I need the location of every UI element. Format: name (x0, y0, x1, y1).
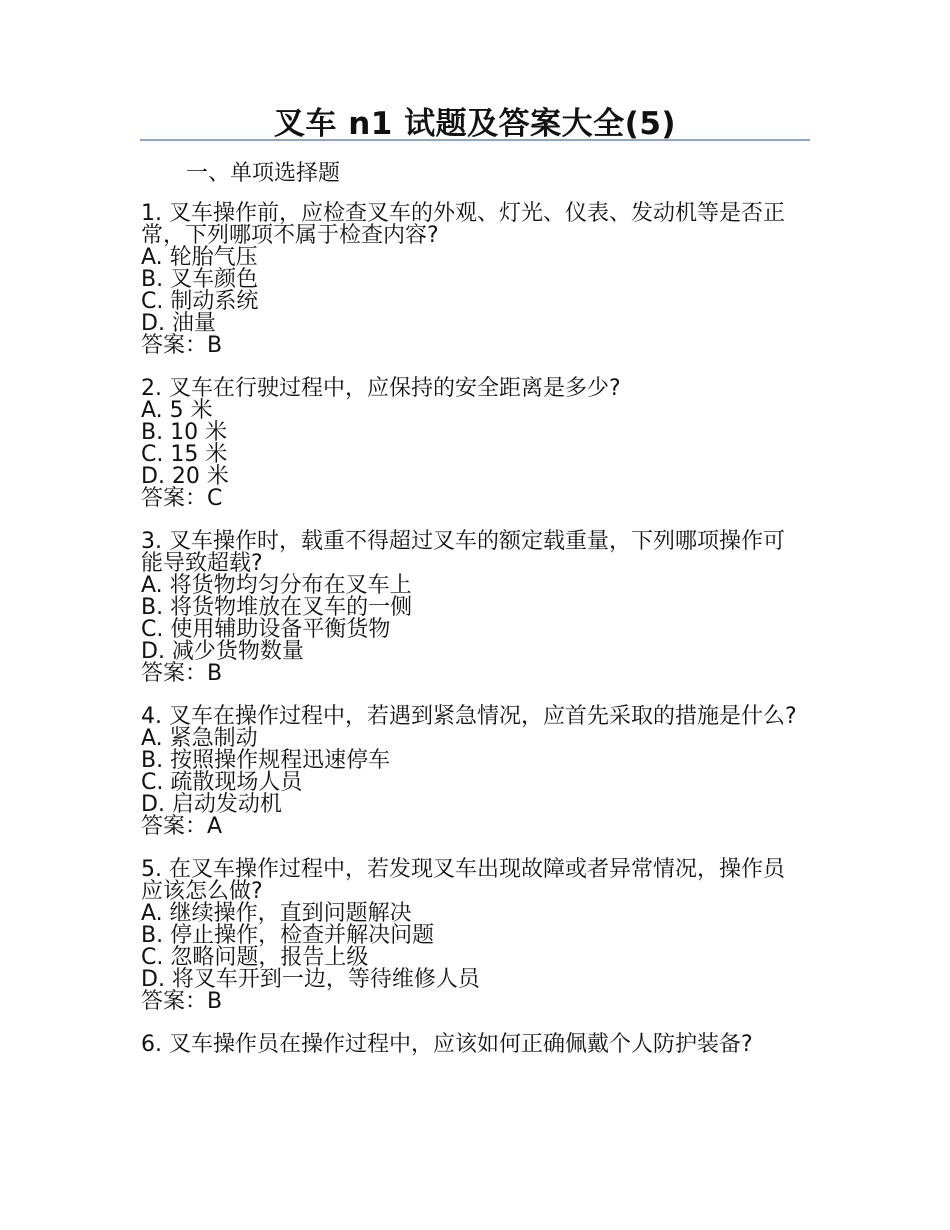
option: D. 启动发动机 (141, 792, 282, 817)
option: C. 制动系统 (141, 289, 259, 314)
option: A. 将货物均匀分布在叉车上 (141, 573, 412, 598)
option: A. 5 米 (141, 398, 213, 423)
page-title: 叉车 n1 试题及答案大全(5) (273, 106, 677, 142)
question-item (141, 706, 801, 838)
option: D. 20 米 (141, 464, 229, 489)
question-item (141, 531, 801, 685)
section-heading: 一、单项选择题 (186, 161, 341, 186)
option: A. 紧急制动 (141, 726, 258, 751)
question-text: 5. 在叉车操作过程中，若发现叉车出现故障或者异常情况，操作员应该怎么做? (141, 857, 785, 904)
answer: 答案：C (141, 486, 223, 511)
option: B. 按照操作规程迅速停车 (141, 748, 391, 773)
question-item (141, 378, 801, 510)
question-text: 4. 叉车在操作过程中，若遇到紧急情况，应首先采取的措施是什么? (141, 704, 797, 729)
option: B. 叉车颜色 (141, 267, 259, 292)
option: D. 油量 (141, 311, 216, 336)
answer: 答案：B (141, 333, 223, 358)
option: C. 使用辅助设备平衡货物 (141, 617, 391, 642)
question-item (141, 859, 801, 1013)
answer: 答案：B (141, 661, 223, 686)
question-item (141, 1034, 801, 1056)
question-list (141, 203, 801, 1077)
question-text: 6. 叉车操作员在操作过程中，应该如何正确佩戴个人防护装备? (141, 1032, 753, 1057)
question-text: 3. 叉车操作时，载重不得超过叉车的额定载重量，下列哪项操作可能导致超载? (141, 529, 785, 576)
option: C. 15 米 (141, 442, 228, 467)
option: D. 减少货物数量 (141, 639, 304, 664)
option: A. 继续操作，直到问题解决 (141, 901, 412, 926)
title-underline (140, 139, 810, 141)
option: C. 忽略问题，报告上级 (141, 945, 369, 970)
option: D. 将叉车开到一边，等待维修人员 (141, 967, 480, 992)
answer: 答案：B (141, 989, 223, 1014)
answer: 答案：A (141, 814, 223, 839)
option: B. 将货物堆放在叉车的一侧 (141, 595, 413, 620)
option: C. 疏散现场人员 (141, 770, 303, 795)
option: B. 停止操作，检查并解决问题 (141, 923, 435, 948)
option: A. 轮胎气压 (141, 245, 258, 270)
question-text: 1. 叉车操作前，应检查叉车的外观、灯光、仪表、发动机等是否正常，下列哪项不属于检查内容? (141, 201, 785, 248)
option: B. 10 米 (141, 420, 228, 445)
question-item (141, 203, 801, 357)
question-text: 2. 叉车在行驶过程中，应保持的安全距离是多少? (141, 376, 621, 401)
